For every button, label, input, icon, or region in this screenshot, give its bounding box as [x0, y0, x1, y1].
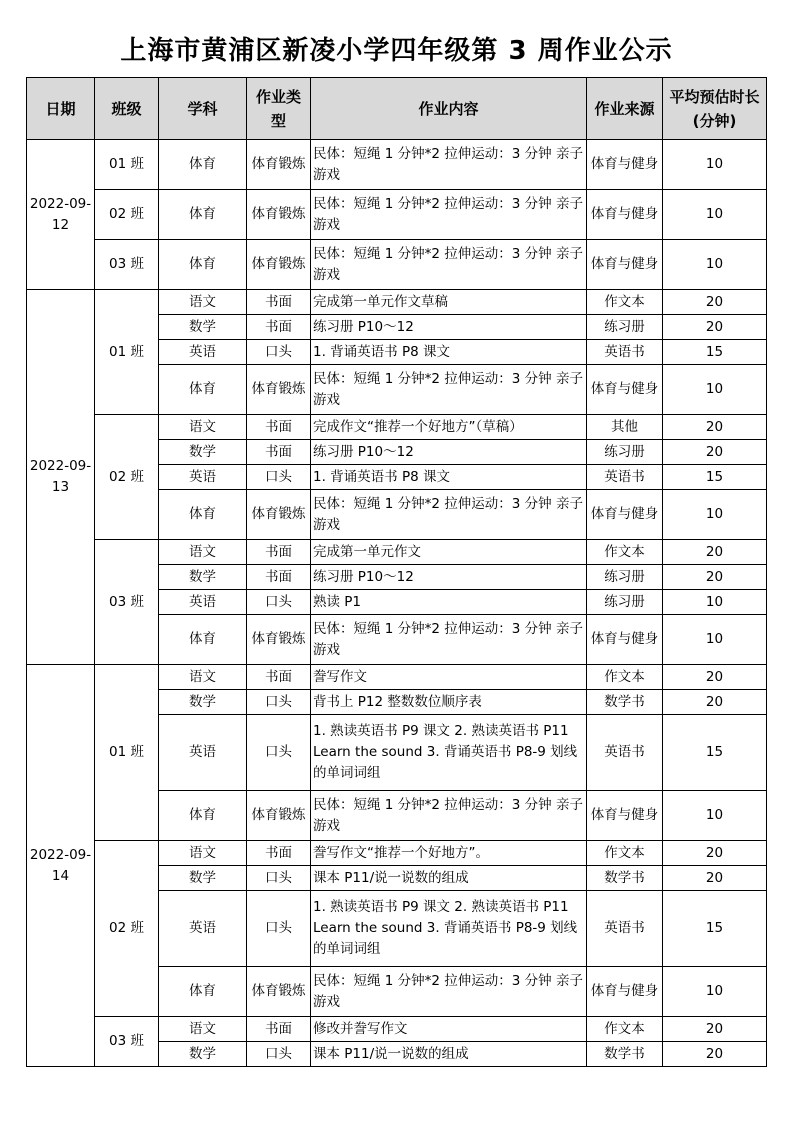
- subject-cell: 体育: [159, 190, 247, 240]
- source-cell: 体育与健身: [587, 365, 663, 415]
- subject-cell: 英语: [159, 715, 247, 791]
- content-cell: 背书上 P12 整数数位顺序表: [311, 690, 587, 715]
- type-cell: 体育锻炼: [247, 365, 311, 415]
- type-cell: 书面: [247, 1017, 311, 1042]
- page-title: 上海市黄浦区新凌小学四年级第 3 周作业公示: [120, 36, 673, 66]
- minutes-cell: 10: [663, 615, 767, 665]
- subject-cell: 语文: [159, 1017, 247, 1042]
- header-type: 作业类型: [247, 78, 311, 140]
- content-cell: 完成作文“推荐一个好地方”（草稿）: [311, 415, 587, 440]
- type-cell: 书面: [247, 540, 311, 565]
- source-cell: 练习册: [587, 315, 663, 340]
- table-row: [27, 665, 767, 690]
- content-cell: 1. 熟读英语书 P9 课文 2. 熟读英语书 P11 Learn the sound 3. 背诵英语书 P8-9 划线的单词词组: [311, 891, 587, 967]
- content-cell: 练习册 P10～12: [311, 440, 587, 465]
- type-cell: 体育锻炼: [247, 190, 311, 240]
- type-cell: 口头: [247, 866, 311, 891]
- source-cell: 体育与健身: [587, 190, 663, 240]
- subject-cell: 语文: [159, 415, 247, 440]
- table-row: [27, 415, 767, 440]
- header-date: 日期: [27, 78, 95, 140]
- subject-cell: 体育: [159, 240, 247, 290]
- type-cell: 书面: [247, 841, 311, 866]
- type-cell: 体育锻炼: [247, 967, 311, 1017]
- subject-cell: 体育: [159, 791, 247, 841]
- type-cell: 书面: [247, 665, 311, 690]
- content-cell: 誊写作文: [311, 665, 587, 690]
- minutes-cell: 20: [663, 866, 767, 891]
- header-class: 班级: [95, 78, 159, 140]
- header-content: 作业内容: [311, 78, 587, 140]
- minutes-cell: 10: [663, 590, 767, 615]
- subject-cell: 英语: [159, 590, 247, 615]
- subject-cell: 体育: [159, 140, 247, 190]
- source-cell: 体育与健身: [587, 140, 663, 190]
- minutes-cell: 10: [663, 490, 767, 540]
- minutes-cell: 20: [663, 665, 767, 690]
- header-row: [27, 78, 767, 140]
- source-cell: 体育与健身: [587, 490, 663, 540]
- minutes-cell: 10: [663, 791, 767, 841]
- minutes-cell: 20: [663, 841, 767, 866]
- source-cell: 体育与健身: [587, 615, 663, 665]
- content-cell: 课本 P11/说一说数的组成: [311, 1042, 587, 1067]
- source-cell: 数学书: [587, 1042, 663, 1067]
- source-cell: 英语书: [587, 465, 663, 490]
- class-cell: 02 班: [95, 841, 159, 1017]
- source-cell: 其他: [587, 415, 663, 440]
- table-row: [27, 540, 767, 565]
- source-cell: 练习册: [587, 565, 663, 590]
- subject-cell: 英语: [159, 465, 247, 490]
- source-cell: 作文本: [587, 1017, 663, 1042]
- type-cell: 书面: [247, 440, 311, 465]
- content-cell: 1. 熟读英语书 P9 课文 2. 熟读英语书 P11 Learn the sound 3. 背诵英语书 P8-9 划线的单词词组: [311, 715, 587, 791]
- minutes-cell: 20: [663, 690, 767, 715]
- minutes-cell: 20: [663, 415, 767, 440]
- minutes-cell: 15: [663, 465, 767, 490]
- header-subject: 学科: [159, 78, 247, 140]
- minutes-cell: 15: [663, 340, 767, 365]
- class-cell: 01 班: [95, 290, 159, 415]
- subject-cell: 英语: [159, 340, 247, 365]
- content-cell: 民体：短绳 1 分钟*2 拉伸运动：3 分钟 亲子游戏: [311, 140, 587, 190]
- source-cell: 练习册: [587, 440, 663, 465]
- content-cell: 民体：短绳 1 分钟*2 拉伸运动：3 分钟 亲子游戏: [311, 615, 587, 665]
- subject-cell: 数学: [159, 690, 247, 715]
- content-cell: 民体：短绳 1 分钟*2 拉伸运动：3 分钟 亲子游戏: [311, 240, 587, 290]
- type-cell: 口头: [247, 891, 311, 967]
- subject-cell: 体育: [159, 615, 247, 665]
- subject-cell: 语文: [159, 665, 247, 690]
- subject-cell: 数学: [159, 440, 247, 465]
- source-cell: 数学书: [587, 690, 663, 715]
- content-cell: 熟读 P1: [311, 590, 587, 615]
- content-cell: 民体：短绳 1 分钟*2 拉伸运动：3 分钟 亲子游戏: [311, 490, 587, 540]
- class-cell: 03 班: [95, 240, 159, 290]
- source-cell: 数学书: [587, 866, 663, 891]
- header-minutes: 平均预估时长(分钟): [663, 78, 767, 140]
- source-cell: 英语书: [587, 715, 663, 791]
- content-cell: 练习册 P10～12: [311, 565, 587, 590]
- content-cell: 修改并誊写作文: [311, 1017, 587, 1042]
- class-cell: 02 班: [95, 415, 159, 540]
- table-body: [27, 140, 767, 1067]
- table-row: [27, 290, 767, 315]
- type-cell: 体育锻炼: [247, 240, 311, 290]
- type-cell: 书面: [247, 565, 311, 590]
- header-source: 作业来源: [587, 78, 663, 140]
- source-cell: 作文本: [587, 540, 663, 565]
- source-cell: 体育与健身: [587, 791, 663, 841]
- content-cell: 1. 背诵英语书 P8 课文: [311, 340, 587, 365]
- content-cell: 民体：短绳 1 分钟*2 拉伸运动：3 分钟 亲子游戏: [311, 967, 587, 1017]
- type-cell: 书面: [247, 415, 311, 440]
- class-cell: 03 班: [95, 1017, 159, 1067]
- type-cell: 体育锻炼: [247, 140, 311, 190]
- minutes-cell: 15: [663, 891, 767, 967]
- class-cell: 03 班: [95, 540, 159, 665]
- table-row: [27, 140, 767, 190]
- minutes-cell: 10: [663, 967, 767, 1017]
- type-cell: 口头: [247, 715, 311, 791]
- type-cell: 体育锻炼: [247, 490, 311, 540]
- subject-cell: 数学: [159, 866, 247, 891]
- class-cell: 02 班: [95, 190, 159, 240]
- minutes-cell: 20: [663, 315, 767, 340]
- content-cell: 民体：短绳 1 分钟*2 拉伸运动：3 分钟 亲子游戏: [311, 791, 587, 841]
- content-cell: 1. 背诵英语书 P8 课文: [311, 465, 587, 490]
- minutes-cell: 20: [663, 565, 767, 590]
- date-cell: 2022-09-14: [27, 665, 95, 1067]
- minutes-cell: 20: [663, 1042, 767, 1067]
- source-cell: 作文本: [587, 665, 663, 690]
- table-row: [27, 190, 767, 240]
- minutes-cell: 10: [663, 365, 767, 415]
- source-cell: 英语书: [587, 340, 663, 365]
- subject-cell: 语文: [159, 841, 247, 866]
- subject-cell: 体育: [159, 490, 247, 540]
- subject-cell: 语文: [159, 290, 247, 315]
- content-cell: 完成第一单元作文草稿: [311, 290, 587, 315]
- subject-cell: 体育: [159, 365, 247, 415]
- minutes-cell: 10: [663, 240, 767, 290]
- subject-cell: 数学: [159, 1042, 247, 1067]
- table-row: [27, 1017, 767, 1042]
- content-cell: 誊写作文“推荐一个好地方”。: [311, 841, 587, 866]
- source-cell: 体育与健身: [587, 240, 663, 290]
- type-cell: 口头: [247, 690, 311, 715]
- source-cell: 作文本: [587, 841, 663, 866]
- content-cell: 民体：短绳 1 分钟*2 拉伸运动：3 分钟 亲子游戏: [311, 365, 587, 415]
- type-cell: 口头: [247, 465, 311, 490]
- type-cell: 体育锻炼: [247, 791, 311, 841]
- table-row: [27, 841, 767, 866]
- type-cell: 书面: [247, 290, 311, 315]
- content-cell: 完成第一单元作文: [311, 540, 587, 565]
- minutes-cell: 20: [663, 290, 767, 315]
- minutes-cell: 10: [663, 140, 767, 190]
- minutes-cell: 20: [663, 540, 767, 565]
- subject-cell: 数学: [159, 565, 247, 590]
- class-cell: 01 班: [95, 140, 159, 190]
- type-cell: 口头: [247, 590, 311, 615]
- subject-cell: 数学: [159, 315, 247, 340]
- subject-cell: 体育: [159, 967, 247, 1017]
- source-cell: 练习册: [587, 590, 663, 615]
- minutes-cell: 15: [663, 715, 767, 791]
- date-cell: 2022-09-12: [27, 140, 95, 290]
- type-cell: 体育锻炼: [247, 615, 311, 665]
- homework-table: [26, 77, 767, 1067]
- table-row: [27, 240, 767, 290]
- type-cell: 口头: [247, 340, 311, 365]
- content-cell: 课本 P11/说一说数的组成: [311, 866, 587, 891]
- minutes-cell: 20: [663, 440, 767, 465]
- source-cell: 作文本: [587, 290, 663, 315]
- subject-cell: 英语: [159, 891, 247, 967]
- type-cell: 书面: [247, 315, 311, 340]
- class-cell: 01 班: [95, 665, 159, 841]
- subject-cell: 语文: [159, 540, 247, 565]
- minutes-cell: 20: [663, 1017, 767, 1042]
- content-cell: 民体：短绳 1 分钟*2 拉伸运动：3 分钟 亲子游戏: [311, 190, 587, 240]
- source-cell: 体育与健身: [587, 967, 663, 1017]
- type-cell: 口头: [247, 1042, 311, 1067]
- source-cell: 英语书: [587, 891, 663, 967]
- minutes-cell: 10: [663, 190, 767, 240]
- date-cell: 2022-09-13: [27, 290, 95, 665]
- content-cell: 练习册 P10～12: [311, 315, 587, 340]
